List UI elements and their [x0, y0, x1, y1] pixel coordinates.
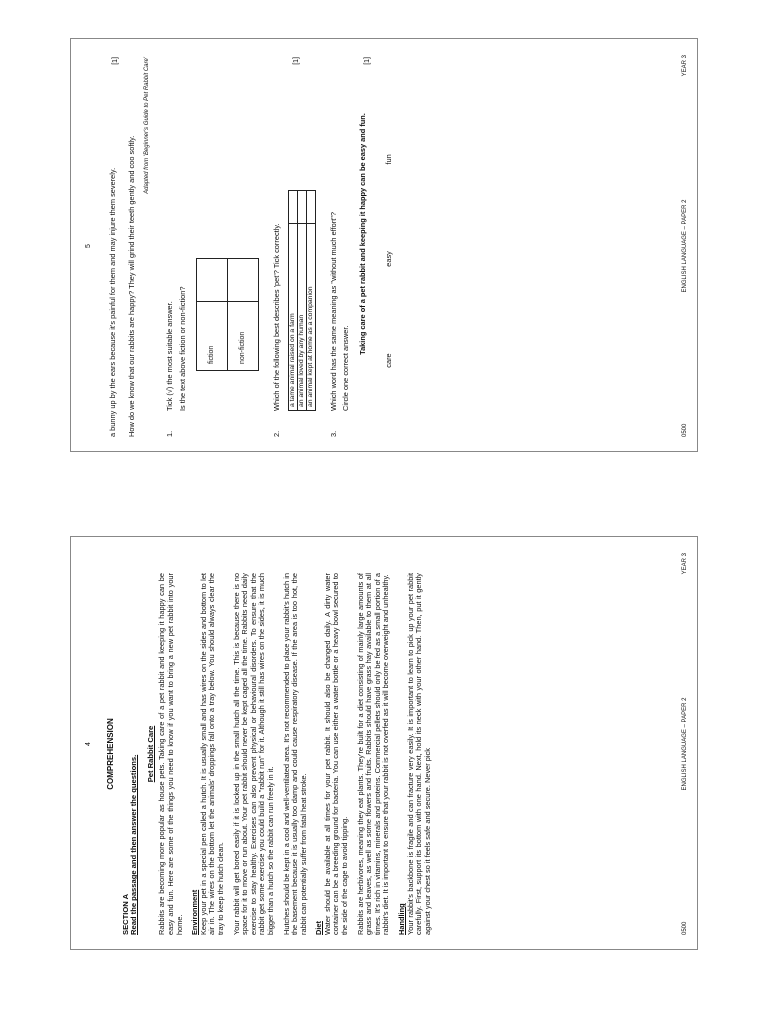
tick-box[interactable]: [227, 259, 258, 302]
page-4-content: [107, 573, 439, 935]
page-5: [71, 39, 698, 452]
question-1-text: Is the text above fiction or non-fiction?: [178, 286, 188, 411]
pet-tick-table: [288, 190, 316, 411]
section-label: SECTION A: [120, 893, 130, 935]
exam-sheet-page-5: [70, 38, 698, 452]
circle-options: [385, 111, 394, 411]
option-label: a tame animal raised on a farm: [288, 224, 297, 411]
option-label: non-fiction: [227, 302, 258, 371]
footer-year: YEAR 3: [682, 55, 688, 77]
environment-paragraph: Keep your pet in a special pen called a hutch. It is usually small and has wires on the sides and bottom to let air in. The wires on the bottom let the animals' droppings fall onto a tray below. You should always clear the tray to keep the hutch clean.: [198, 573, 225, 935]
option-label: an animal kept at home as a companion: [306, 224, 315, 411]
footer-paper: ENGLISH LANGUAGE – PAPER 2: [682, 697, 688, 791]
question-3-mark: [1]: [363, 57, 371, 65]
footer-paper: ENGLISH LANGUAGE – PAPER 2: [682, 199, 688, 293]
tick-row: [227, 259, 258, 371]
question-2-text: Which of the following best describes 'pet'? Tick correctly.: [271, 223, 281, 411]
tick-box[interactable]: [297, 191, 306, 224]
tick-row: [306, 191, 315, 411]
exam-sheet-page-4: [70, 536, 698, 950]
page-5-content: [109, 57, 400, 437]
tick-row: [297, 191, 306, 411]
environment-heading: Environment: [190, 889, 200, 935]
option-label: fiction: [196, 302, 227, 371]
tick-box[interactable]: [288, 191, 297, 224]
footer-code: 0500: [682, 921, 688, 935]
page-number: 4: [85, 742, 92, 746]
question-number: 3.: [328, 430, 338, 437]
environment-paragraph: Your rabbit will get bored easily if it is locked up in the small hutch all the time. This is because there is no space for it to move or run about. Your pet rabbit should never be kept caged all the time. Rabbits need daily exercise to stay healthy. Exercises can also prevent physical or behavioural disorders. To ensure that the rabbit get some exercise you could build a "rabbit run" for it. Although it still has wires on the sides, it is much bigger than a hutch so the rabbit can run freely in it.: [231, 573, 275, 935]
question-2-mark: [1]: [292, 57, 300, 65]
comprehension-title: COMPREHENSION: [106, 718, 115, 790]
handling-heading: Handling: [397, 903, 407, 935]
environment-paragraph: Hutches should be kept in a cool and well-ventilated area. It's not recommended to place your rabbit's hutch in the basement because it is usually too damp and could cause respiratory disease. If the area is too hot, the rabbit can potentially suffer from fatal heat stroke.: [281, 573, 308, 935]
tick-box[interactable]: [306, 191, 315, 224]
question-2: [273, 57, 316, 437]
question-number: 1.: [164, 430, 174, 437]
circle-option[interactable]: care: [384, 353, 394, 368]
question-1-mark: [1]: [111, 57, 119, 65]
handling-paragraph: Your rabbit's backbone is fragile and can fracture very easily. It is important to learn to pick up your pet rabbit carefully. First, support its bottom with one hand. Next, hold its neck with your other hand. Then, put it gently against your chest so it feels safe and secure. Never pick: [405, 573, 432, 935]
circle-option[interactable]: easy: [384, 251, 394, 267]
diet-heading: Diet: [314, 921, 324, 935]
passage-closing: How do we know that our rabbits are happy? They will grind their teeth gently and coo softly.: [126, 135, 136, 437]
footer-year: YEAR 3: [682, 553, 688, 575]
question-3: [330, 57, 394, 437]
question-3-sentence: Taking care of a pet rabbit and keeping it happy can be easy and fun.: [357, 113, 367, 355]
footer-code: 0500: [682, 423, 688, 437]
question-number: 2.: [271, 430, 281, 437]
page-4: [71, 537, 698, 950]
tick-row: [288, 191, 297, 411]
diet-paragraph: Water should be available at all times for your pet rabbit. It should also be changed daily. A dirty water container can be a breeding ground for bacteria. You can use either a water bottle or a heavy bowl secured to the side of the cage to avoid tipping.: [322, 573, 350, 935]
passage-intro: Rabbits are becoming more popular as house pets. Taking care of a pet rabbit and keeping it happy can be easy and fun. Here are some of the things you need to know if you want to bring a new pet rabbit into your home.: [157, 573, 184, 935]
question-1-instruction: Tick (√) the most suitable answer.: [164, 301, 174, 411]
fiction-tick-table: [196, 258, 259, 371]
passage-title: Pet Rabbit Care: [145, 725, 155, 783]
question-3-instruction: Circle one correct answer.: [341, 325, 351, 411]
section-instruction: Read the passage and then answer the questions.: [129, 754, 139, 935]
page-number: 5: [85, 244, 92, 248]
circle-option[interactable]: fun: [384, 154, 394, 165]
tick-box[interactable]: [196, 259, 227, 302]
source-attribution: Adapted from 'Beginner's Guide to Pet Rabbit Care': [144, 57, 151, 194]
diet-paragraph: Rabbits are herbivores, meaning they eat plants. They're built for a diet consisting of mainly large amounts of grass and leaves, as well as some flowers and fruits. Rabbits should have grass hay available to them at all times. It's rich in vitamins, minerals and proteins. Commercial pellets should only be fed as a small portion of a rabbit's diet. It is important to ensure that your rabbit is not overfed as it will become overweight and unhealthy.: [355, 573, 391, 935]
option-label: an animal loved by any human: [297, 224, 306, 411]
question-3-text: Which word has the same meaning as "without much effort"?: [328, 211, 338, 411]
tick-row: [196, 259, 227, 371]
passage-continuation: a bunny up by the ears because it's painful for them and may injure them severely.: [108, 167, 117, 437]
